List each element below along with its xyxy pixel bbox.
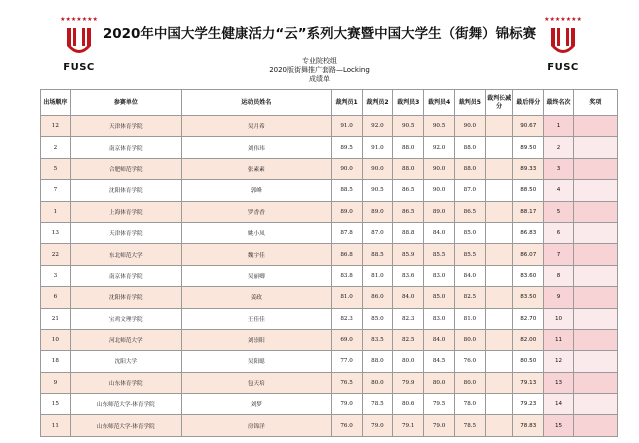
cell-judge1: 77.0: [331, 351, 362, 372]
cell-judge4: 83.0: [424, 308, 455, 329]
cell-unit: 宝鸡文理学院: [70, 308, 181, 329]
table-row: [41, 137, 618, 158]
cell-unit: 东北师范大学: [70, 244, 181, 265]
cell-order: 1: [41, 201, 71, 222]
subtitle-group: 专业院校组: [302, 57, 337, 65]
cell-judge2: 90.5: [362, 180, 393, 201]
cell-unit: 沈阳大学: [70, 351, 181, 372]
cell-unit: 南京体育学院: [70, 137, 181, 158]
subtitle-results: 成绩单: [309, 75, 330, 83]
cell-deduction: [485, 265, 513, 286]
cell-award: [573, 308, 617, 329]
col-judge1: 裁判员1: [331, 90, 362, 116]
cell-athlete: 刘梦: [181, 394, 331, 415]
cell-judge5: 88.0: [454, 158, 485, 179]
cell-final-score: 82.00: [513, 329, 544, 350]
cell-award: [573, 222, 617, 243]
cell-judge1: 82.3: [331, 308, 362, 329]
cell-judge2: 90.0: [362, 158, 393, 179]
cell-judge1: 89.0: [331, 201, 362, 222]
cell-athlete: 吴丽卿: [181, 265, 331, 286]
cell-judge4: 90.5: [424, 116, 455, 137]
cell-judge4: 80.0: [424, 372, 455, 393]
cell-final-rank: 12: [544, 351, 574, 372]
cell-judge3: 82.3: [393, 308, 424, 329]
cell-unit: 合肥师范学院: [70, 158, 181, 179]
cell-judge2: 79.0: [362, 415, 393, 436]
results-body: [41, 116, 618, 437]
cell-final-rank: 15: [544, 415, 574, 436]
cell-final-score: 86.83: [513, 222, 544, 243]
cell-athlete: 吴月希: [181, 116, 331, 137]
cell-athlete: 姚小凤: [181, 222, 331, 243]
cell-award: [573, 158, 617, 179]
cell-judge5: 80.0: [454, 372, 485, 393]
cell-judge1: 76.0: [331, 415, 362, 436]
cell-order: 7: [41, 180, 71, 201]
cell-judge1: 76.5: [331, 372, 362, 393]
cell-final-rank: 11: [544, 329, 574, 350]
cell-deduction: [485, 287, 513, 308]
cell-final-rank: 1: [544, 116, 574, 137]
cell-judge4: 85.0: [424, 287, 455, 308]
cell-judge1: 69.0: [331, 329, 362, 350]
cell-award: [573, 351, 617, 372]
cell-judge5: 86.5: [454, 201, 485, 222]
table-row: [41, 415, 618, 436]
cell-judge4: 85.5: [424, 244, 455, 265]
cell-award: [573, 394, 617, 415]
cell-order: 2: [41, 137, 71, 158]
cell-order: 22: [41, 244, 71, 265]
cell-judge2: 92.0: [362, 116, 393, 137]
cell-final-score: 78.83: [513, 415, 544, 436]
cell-judge3: 88.8: [393, 222, 424, 243]
results-table: [40, 89, 618, 437]
cell-final-score: 88.50: [513, 180, 544, 201]
cell-judge3: 80.0: [393, 351, 424, 372]
table-row: [41, 308, 618, 329]
cell-judge2: 81.0: [362, 265, 393, 286]
cell-final-score: 86.07: [513, 244, 544, 265]
cell-final-score: 89.33: [513, 158, 544, 179]
cell-judge4: 90.0: [424, 180, 455, 201]
cell-judge3: 90.5: [393, 116, 424, 137]
table-row: [41, 372, 618, 393]
cell-judge2: 80.0: [362, 372, 393, 393]
cell-judge4: 79.0: [424, 415, 455, 436]
cell-deduction: [485, 329, 513, 350]
cell-award: [573, 265, 617, 286]
cell-final-score: 79.23: [513, 394, 544, 415]
cell-unit: 天津体育学院: [70, 222, 181, 243]
cell-award: [573, 180, 617, 201]
cell-final-score: 83.60: [513, 265, 544, 286]
cell-award: [573, 329, 617, 350]
cell-judge1: 86.8: [331, 244, 362, 265]
cell-judge1: 79.0: [331, 394, 362, 415]
cell-final-score: 89.50: [513, 137, 544, 158]
cell-athlete: 刘崇阳: [181, 329, 331, 350]
cell-deduction: [485, 351, 513, 372]
cell-judge4: 84.0: [424, 329, 455, 350]
col-order: 出场顺序: [41, 90, 71, 116]
cell-judge5: 88.0: [454, 137, 485, 158]
col-judge4: 裁判员4: [424, 90, 455, 116]
cell-judge1: 88.5: [331, 180, 362, 201]
fusc-logo-text: FUSC: [63, 62, 95, 73]
cell-unit: 沈阳体育学院: [70, 287, 181, 308]
cell-order: 21: [41, 308, 71, 329]
cell-judge4: 92.0: [424, 137, 455, 158]
cell-judge4: 89.0: [424, 201, 455, 222]
cell-judge4: 84.5: [424, 351, 455, 372]
cell-final-score: 82.70: [513, 308, 544, 329]
cell-final-rank: 4: [544, 180, 574, 201]
cell-judge3: 80.6: [393, 394, 424, 415]
cell-unit: 沈阳体育学院: [70, 180, 181, 201]
cell-unit: 南京体育学院: [70, 265, 181, 286]
cell-judge2: 89.0: [362, 201, 393, 222]
cell-judge5: 85.0: [454, 222, 485, 243]
cell-unit: 山东师范大学-体育学院: [70, 415, 181, 436]
cell-order: 13: [41, 222, 71, 243]
cell-final-score: 83.50: [513, 287, 544, 308]
cell-final-rank: 13: [544, 372, 574, 393]
cell-order: 9: [41, 372, 71, 393]
cell-judge5: 87.0: [454, 180, 485, 201]
cell-final-rank: 9: [544, 287, 574, 308]
cell-unit: 河北师范大学: [70, 329, 181, 350]
cell-award: [573, 244, 617, 265]
cell-judge5: 78.5: [454, 415, 485, 436]
cell-order: 12: [41, 116, 71, 137]
table-row: [41, 394, 618, 415]
col-unit: 参赛单位: [70, 90, 181, 116]
cell-athlete: 吴阳聪: [181, 351, 331, 372]
cell-final-score: 79.13: [513, 372, 544, 393]
cell-deduction: [485, 308, 513, 329]
cell-deduction: [485, 201, 513, 222]
col-judge3: 裁判员3: [393, 90, 424, 116]
cell-judge1: 87.8: [331, 222, 362, 243]
cell-final-score: 90.67: [513, 116, 544, 137]
col-final-score: 最后得分: [513, 90, 544, 116]
col-athlete: 运动员姓名: [181, 90, 331, 116]
cell-deduction: [485, 415, 513, 436]
cell-unit: 山东师范大学-体育学院: [70, 394, 181, 415]
cell-final-score: 88.17: [513, 201, 544, 222]
cell-order: 6: [41, 287, 71, 308]
header-row: [41, 90, 618, 116]
cell-athlete: 王佳佳: [181, 308, 331, 329]
cell-deduction: [485, 222, 513, 243]
cell-judge2: 88.5: [362, 244, 393, 265]
col-judge5: 裁判员5: [454, 90, 485, 116]
cell-judge5: 84.0: [454, 265, 485, 286]
cell-award: [573, 201, 617, 222]
cell-judge2: 91.0: [362, 137, 393, 158]
cell-judge2: 83.5: [362, 329, 393, 350]
cell-judge5: 80.0: [454, 329, 485, 350]
cell-unit: 山东体育学院: [70, 372, 181, 393]
cell-order: 11: [41, 415, 71, 436]
table-row: [41, 351, 618, 372]
cell-judge5: 81.0: [454, 308, 485, 329]
cell-judge1: 83.8: [331, 265, 362, 286]
cell-order: 3: [41, 265, 71, 286]
cell-judge3: 83.6: [393, 265, 424, 286]
cell-deduction: [485, 137, 513, 158]
cell-award: [573, 372, 617, 393]
cell-award: [573, 137, 617, 158]
cell-athlete: 罗香香: [181, 201, 331, 222]
cell-judge2: 85.0: [362, 308, 393, 329]
cell-final-rank: 6: [544, 222, 574, 243]
table-row: [41, 158, 618, 179]
star-row-icon: ★★★★★★★: [60, 16, 98, 23]
cell-athlete: 刘伟玮: [181, 137, 331, 158]
cell-judge3: 79.9: [393, 372, 424, 393]
table-row: [41, 287, 618, 308]
cell-unit: 天津体育学院: [70, 116, 181, 137]
cell-order: 15: [41, 394, 71, 415]
cell-final-rank: 14: [544, 394, 574, 415]
cell-judge1: 91.0: [331, 116, 362, 137]
cell-deduction: [485, 158, 513, 179]
cell-athlete: 张素素: [181, 158, 331, 179]
cell-judge5: 85.5: [454, 244, 485, 265]
cell-final-rank: 5: [544, 201, 574, 222]
cell-award: [573, 415, 617, 436]
table-row: [41, 265, 618, 286]
cell-judge3: 85.9: [393, 244, 424, 265]
cell-athlete: 郭峰: [181, 180, 331, 201]
table-row: [41, 222, 618, 243]
cell-judge1: 89.5: [331, 137, 362, 158]
cell-order: 10: [41, 329, 71, 350]
col-award: 奖项: [573, 90, 617, 116]
cell-deduction: [485, 372, 513, 393]
cell-order: 18: [41, 351, 71, 372]
cell-final-rank: 7: [544, 244, 574, 265]
star-row-icon: ★★★★★★★: [544, 16, 582, 23]
col-final-rank: 最终名次: [544, 90, 574, 116]
cell-deduction: [485, 394, 513, 415]
table-row: [41, 116, 618, 137]
cell-athlete: 房锦洋: [181, 415, 331, 436]
cell-order: 5: [41, 158, 71, 179]
cell-judge4: 84.0: [424, 222, 455, 243]
cell-judge4: 79.5: [424, 394, 455, 415]
cell-judge2: 87.0: [362, 222, 393, 243]
cell-judge3: 86.5: [393, 201, 424, 222]
cell-judge3: 82.5: [393, 329, 424, 350]
cell-final-rank: 8: [544, 265, 574, 286]
cell-judge3: 79.1: [393, 415, 424, 436]
cell-judge1: 90.0: [331, 158, 362, 179]
col-judge2: 裁判员2: [362, 90, 393, 116]
cell-judge3: 88.0: [393, 158, 424, 179]
subtitle-event: 2020版街舞推广套路—Locking: [269, 66, 370, 74]
cell-judge1: 81.0: [331, 287, 362, 308]
cell-judge3: 86.5: [393, 180, 424, 201]
cell-final-rank: 2: [544, 137, 574, 158]
table-row: [41, 244, 618, 265]
cell-award: [573, 287, 617, 308]
cell-final-rank: 3: [544, 158, 574, 179]
cell-athlete: 魏宇佳: [181, 244, 331, 265]
cell-judge5: 82.5: [454, 287, 485, 308]
cell-unit: 上海体育学院: [70, 201, 181, 222]
cell-deduction: [485, 244, 513, 265]
page-title: 2020年中国大学生健康活力“云”系列大赛暨中国大学生（街舞）锦标赛: [102, 26, 537, 42]
cell-final-rank: 10: [544, 308, 574, 329]
cell-judge3: 84.0: [393, 287, 424, 308]
cell-athlete: 姜政: [181, 287, 331, 308]
cell-judge2: 86.0: [362, 287, 393, 308]
cell-judge2: 88.0: [362, 351, 393, 372]
table-row: [41, 201, 618, 222]
col-deduction: 裁判长减分: [485, 90, 513, 116]
cell-deduction: [485, 180, 513, 201]
cell-judge2: 78.5: [362, 394, 393, 415]
cell-judge5: 76.0: [454, 351, 485, 372]
cell-judge5: 78.0: [454, 394, 485, 415]
cell-deduction: [485, 116, 513, 137]
cell-award: [573, 116, 617, 137]
table-row: [41, 329, 618, 350]
cell-judge5: 90.0: [454, 116, 485, 137]
cell-judge3: 88.0: [393, 137, 424, 158]
cell-athlete: 包天培: [181, 372, 331, 393]
fusc-logo-text: FUSC: [547, 62, 579, 73]
table-row: [41, 180, 618, 201]
cell-judge4: 83.0: [424, 265, 455, 286]
cell-judge4: 90.0: [424, 158, 455, 179]
cell-final-score: 80.50: [513, 351, 544, 372]
